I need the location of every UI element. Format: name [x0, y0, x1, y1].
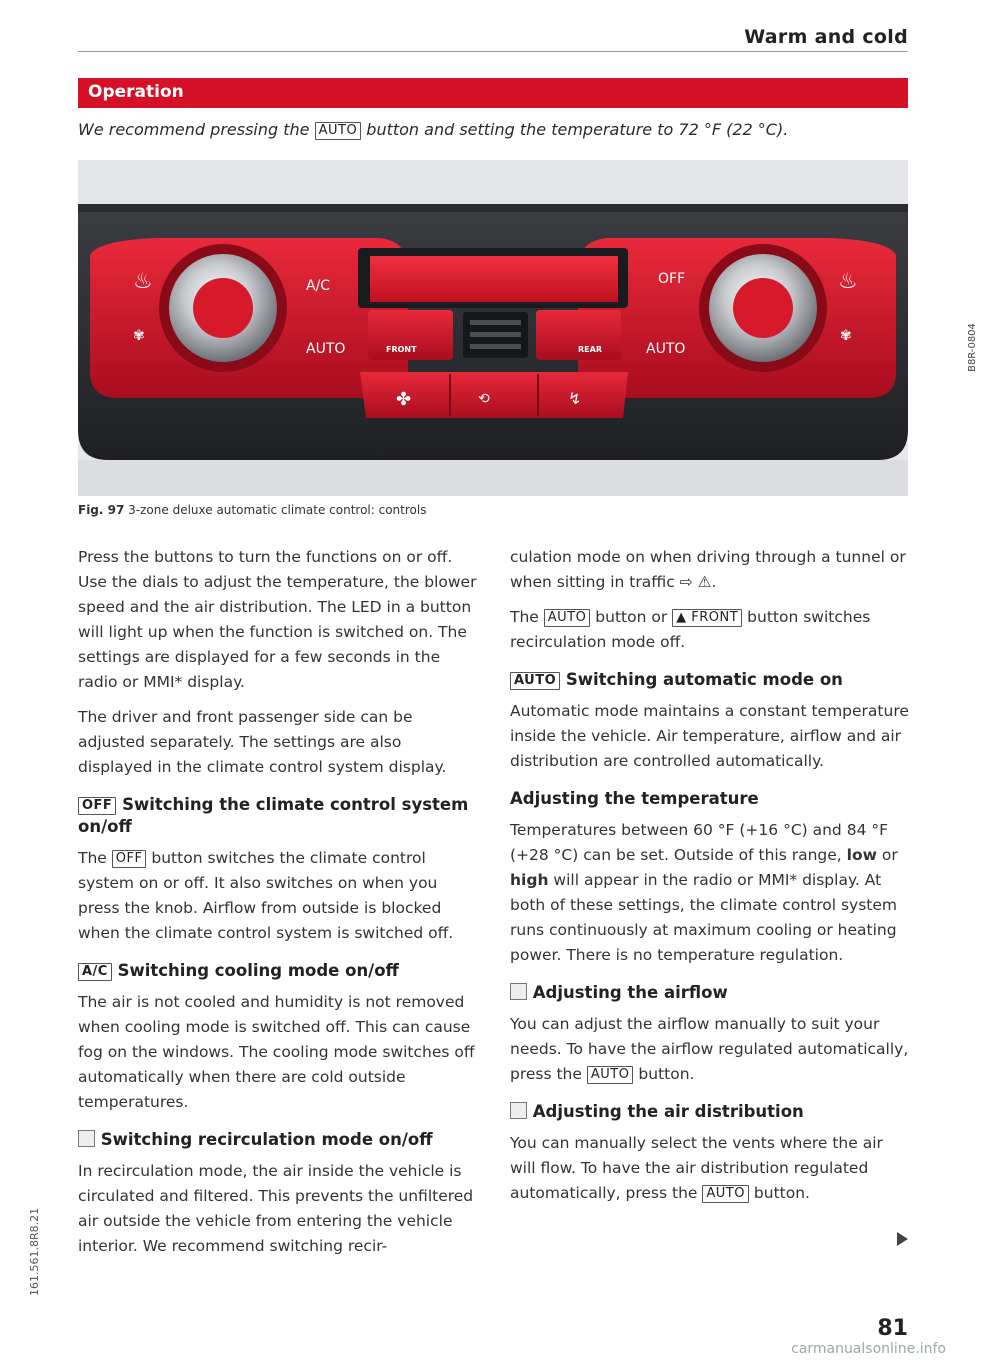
paragraph: You can manually select the vents where the air will flow. To have the air distribution regulated automatically, press the AUTO button. [510, 1134, 883, 1202]
heading-off: OFF Switching the climate control system on/off [78, 795, 469, 836]
right-column [510, 545, 910, 1216]
fan-icon [510, 983, 527, 1000]
paragraph: The air is not cooled and humidity is not removed when cooling mode is switched off. This can cause fog on the windows. The cooling mode switches off automatically when there are cold outside temperatures. [78, 993, 475, 1111]
climate-display [370, 256, 618, 302]
air-distribution-icon: ↯ [568, 389, 582, 408]
paragraph: The driver and front passenger side can be adjusted separately. The settings are also displayed in the climate control system display. [78, 708, 447, 776]
recirculation-icon: ⟲ [478, 391, 490, 407]
right-seat-heat-icon: ♨ [838, 269, 858, 294]
left-seat-heat-icon: ♨ [133, 269, 153, 294]
paragraph: culation mode on when driving through a tunnel or when sitting in traffic ⇨ ⚠. [510, 548, 906, 591]
off-key: OFF [78, 797, 116, 815]
intro-text [78, 120, 908, 140]
climate-control-figure [78, 160, 978, 496]
fan-icon: ✤ [396, 389, 412, 410]
paragraph: Press the buttons to turn the functions on or off. Use the dials to adjust the temperature, the blower speed and the air distribution. The LED in a button will light up when the function is switched on. The settings are displayed for a few seconds in the radio or MMI* display. [78, 548, 477, 691]
right-auto-button-label: AUTO [646, 341, 686, 357]
auto-key: AUTO [315, 122, 362, 140]
auto-key: AUTO [702, 1185, 749, 1203]
figure-caption [78, 503, 426, 517]
rear-label: REAR [578, 345, 602, 354]
continue-arrow-icon [897, 1232, 908, 1246]
figure-code: B8R-0804 [966, 323, 978, 372]
ac-button-label: A/C [306, 278, 331, 294]
front-label: FRONT [386, 345, 417, 354]
auto-key: AUTO [544, 609, 591, 627]
left-auto-button-label: AUTO [306, 341, 346, 357]
heading-air-distribution: Adjusting the air distribution [510, 1101, 910, 1123]
left-column [78, 545, 478, 1269]
intro-before: We recommend pressing the [78, 120, 310, 139]
ac-key: A/C [78, 963, 112, 981]
figure-caption-text: 3-zone deluxe automatic climate control: controls [128, 503, 427, 517]
paragraph: The AUTO button or ▲ FRONT button switches recirculation mode off. [510, 608, 871, 651]
heading-temperature: Adjusting the temperature [510, 789, 759, 808]
running-header-title: Warm and cold [744, 26, 908, 48]
page-number: 81 [877, 1316, 908, 1341]
off-key: OFF [112, 850, 147, 868]
heading-recirculation: Switching recirculation mode on/off [78, 1129, 478, 1151]
figure-caption-label: Fig. 97 [78, 503, 125, 517]
right-seat-vent-icon: ✾ [840, 328, 852, 344]
auto-key: AUTO [510, 672, 560, 690]
paragraph: You can adjust the airflow manually to suit your needs. To have the airflow regulated automatically, press the AUTO button. [510, 1015, 909, 1083]
header-rule [78, 51, 908, 52]
left-seat-vent-icon: ✾ [133, 328, 145, 344]
watermark: carmanualsonline.info [791, 1341, 946, 1357]
front-defrost-key: ▲ FRONT [672, 609, 742, 627]
intro-after: button and setting the temperature to 72 °F (22 °C). [366, 120, 789, 139]
section-title: Operation [88, 82, 184, 102]
auto-key: AUTO [587, 1066, 634, 1084]
section-bar [78, 78, 908, 108]
paragraph: Temperatures between 60 °F (+16 °C) and 84 °F (+28 °C) can be set. Outside of this range, low or high will appear in the radio or MMI* display. At both of these settings, the climate control system runs continuously at maximum cooling or heating power. There is no temperature regulation. [510, 821, 898, 964]
recirculation-icon [78, 1130, 95, 1147]
off-button-label: OFF [658, 271, 686, 287]
heading-ac: A/C Switching cooling mode on/off [78, 960, 478, 982]
paragraph: Automatic mode maintains a constant temperature inside the vehicle. Air temperature, airflow and air distribution are controlled automatically. [510, 702, 909, 770]
paragraph: The OFF button switches the climate control system on or off. It also switches on when you press the knob. Airflow from outside is blocked when the climate control system is switched off. [78, 849, 454, 942]
paragraph: In recirculation mode, the air inside the vehicle is circulated and filtered. This prevents the unfiltered air outside the vehicle from entering the vehicle interior. We recommend switching recir- [78, 1162, 474, 1255]
heading-airflow: Adjusting the airflow [510, 982, 910, 1004]
climate-panel-illustration [78, 160, 908, 496]
air-distribution-icon [510, 1102, 527, 1119]
margin-code: 161.561.8R8.21 [28, 1207, 41, 1296]
heading-auto: AUTO Switching automatic mode on [510, 669, 910, 691]
